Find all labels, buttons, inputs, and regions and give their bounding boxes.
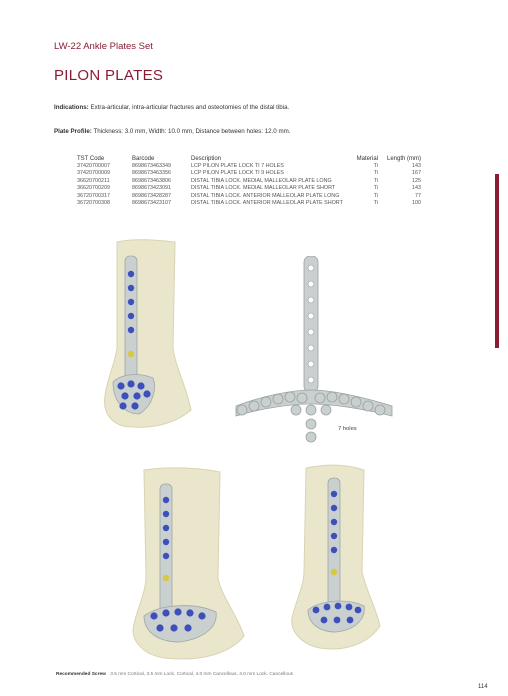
cell-tst-code: 37420700007 <box>77 163 110 169</box>
cell-tst-code: 36620700211 <box>77 177 110 184</box>
cell-material: Ti <box>373 170 378 177</box>
bone-plate-figure-bottom-left <box>120 466 250 666</box>
recommended-screw-line <box>56 672 293 677</box>
cell-barcode: 8698673423091 <box>132 185 171 192</box>
column-header-material: Material <box>356 156 378 162</box>
pilon-plate-figure <box>232 256 418 446</box>
cell-length: 77 <box>415 192 421 199</box>
product-table <box>77 156 424 207</box>
recommended-screw-text: 3.5 mm Cortical, 3.5 mm Lock. Cortical, 4.0 mm Cancellous, 4.0 mm Lock. Cancellous <box>110 672 294 677</box>
cell-description: DISTAL TIBIA LOCK. ANTERIOR MALLEOLAR PLATE LONG <box>191 192 340 199</box>
cell-material: Ti <box>373 185 378 192</box>
indications-label: Indications: <box>54 104 89 111</box>
cell-barcode: 8698673423107 <box>132 200 171 207</box>
cell-material: Ti <box>373 200 378 207</box>
table-row <box>77 163 424 170</box>
plate-profile-paragraph <box>54 128 290 135</box>
plate-profile-label: Plate Profile: <box>54 128 92 135</box>
cell-length: 143 <box>412 163 421 169</box>
bone-plate-figure-top-left <box>95 236 205 436</box>
indications-paragraph <box>54 104 289 111</box>
column-header-barcode: Barcode <box>132 156 155 162</box>
cell-tst-code: 37420700009 <box>77 170 110 177</box>
cell-length: 167 <box>412 170 421 177</box>
recommended-screw-label: Recommended Screw <box>56 672 106 677</box>
page-number: 114 <box>478 684 488 690</box>
column-header-length: Length (mm) <box>386 156 421 162</box>
plate-shaft <box>328 478 340 608</box>
cell-length: 143 <box>412 185 421 192</box>
cell-barcode: 8698673463806 <box>132 177 171 184</box>
cell-barcode: 8698673428287 <box>132 192 171 199</box>
plate-shaft <box>160 484 172 614</box>
page-title: PILON PLATES <box>54 67 164 84</box>
cell-description: DISTAL TIBIA LOCK. ANTERIOR MALLEOLAR PLATE SHORT <box>191 200 343 207</box>
cell-tst-code: 36720700317 <box>77 192 110 199</box>
cell-description: LCP PILON PLATE LOCK TI 9 HOLES <box>191 170 284 177</box>
table-row <box>77 193 424 200</box>
plate-shaft <box>304 256 318 392</box>
table-row <box>77 170 424 177</box>
cell-barcode: 8698673463349 <box>132 163 171 169</box>
plate-caption: 7 holes <box>338 426 357 432</box>
table-row <box>77 178 424 185</box>
table-header-row <box>77 156 424 163</box>
accent-sidebar-bar <box>495 174 499 348</box>
cell-description: DISTAL TIBIA LOCK. MEDIAL MALLEOLAR PLATE LONG <box>191 177 332 184</box>
column-header-description: Description <box>191 156 222 162</box>
plate-profile-text: Thickness: 3.0 mm, Width: 10.0 mm, Distance between holes: 12.0 mm. <box>93 128 291 135</box>
indications-text: Extra-articular, intra-articular fractures and osteotomies of the distal tibia. <box>90 104 290 111</box>
cell-description: DISTAL TIBIA LOCK. MEDIAL MALLEOLAR PLATE SHORT <box>191 185 336 192</box>
cell-description: LCP PILON PLATE LOCK TI 7 HOLES <box>191 163 284 169</box>
cell-material: Ti <box>373 192 378 199</box>
cell-barcode: 8698673463356 <box>132 170 171 177</box>
cell-material: Ti <box>373 163 378 169</box>
column-header-tst-code: TST Code <box>77 156 105 162</box>
table-row <box>77 200 424 207</box>
bone-plate-figure-bottom-right <box>280 462 390 662</box>
series-title: LW-22 Ankle Plates Set <box>54 41 153 52</box>
cell-tst-code: 36720700308 <box>77 200 110 207</box>
cell-tst-code: 36620700209 <box>77 185 110 192</box>
cell-length: 125 <box>412 177 421 184</box>
table-row <box>77 185 424 192</box>
cell-material: Ti <box>373 177 378 184</box>
cell-length: 100 <box>412 200 421 207</box>
